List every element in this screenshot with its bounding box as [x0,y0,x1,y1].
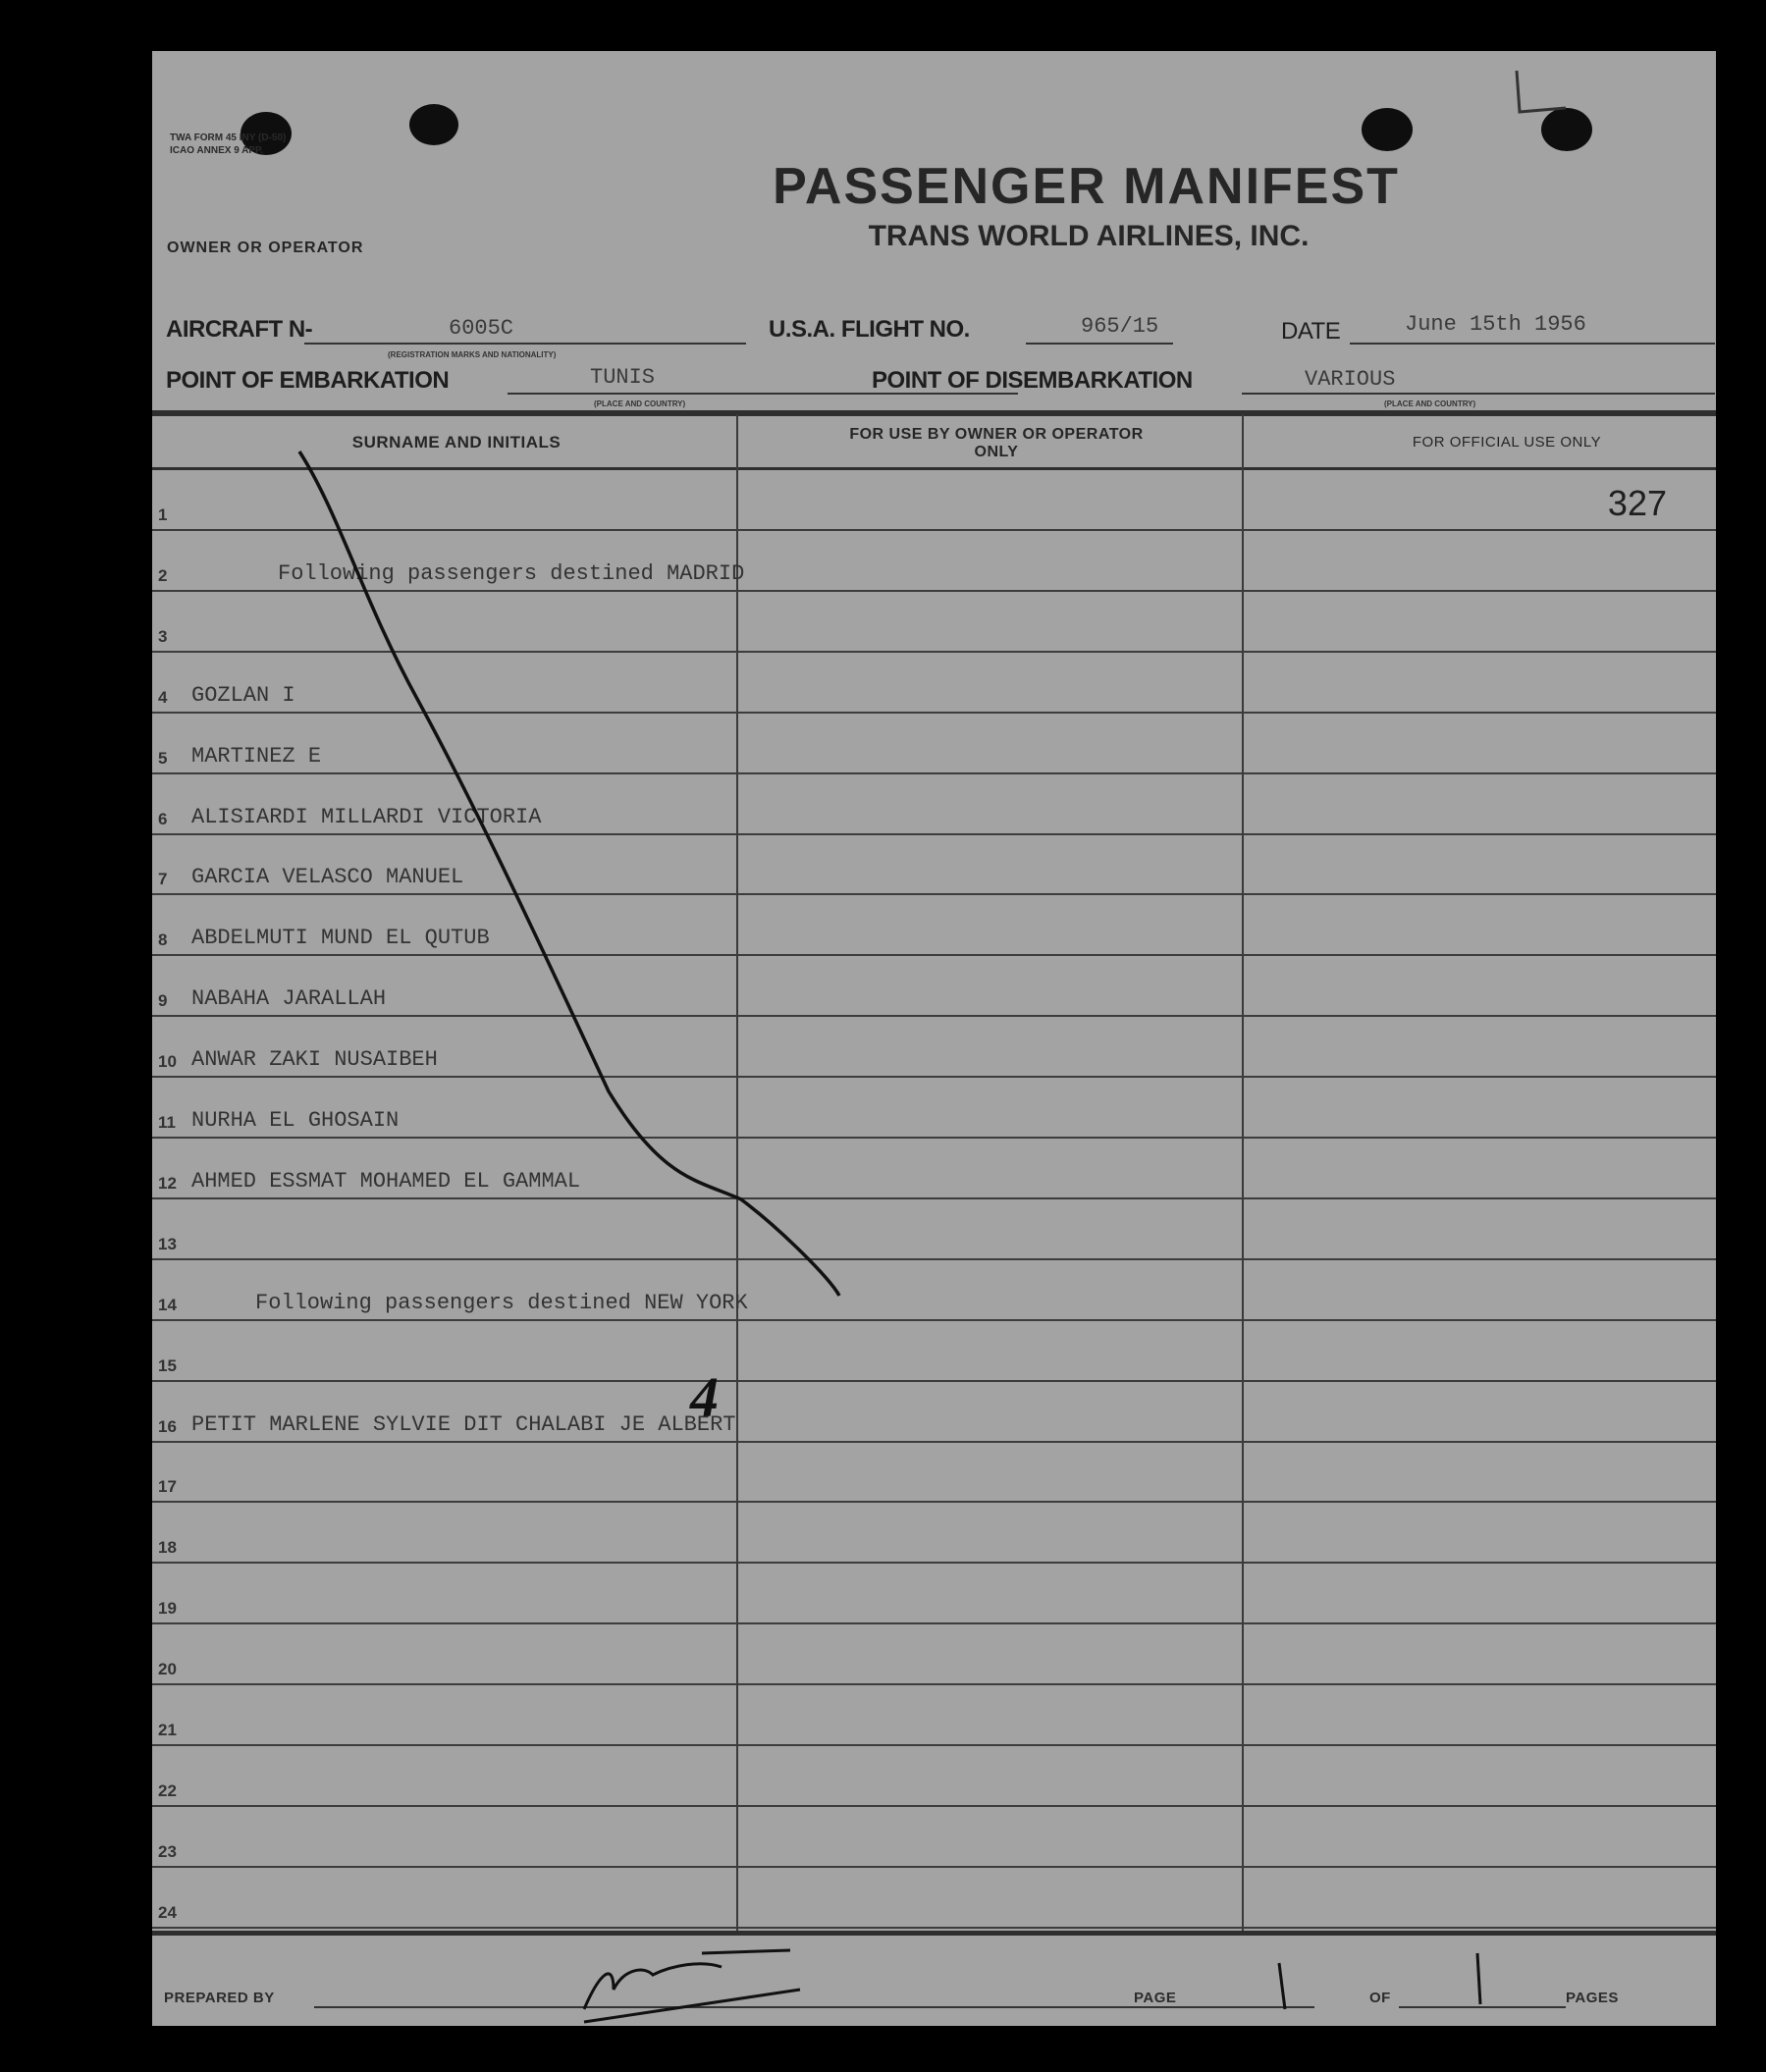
passenger-entry: PETIT MARLENE SYLVIE DIT CHALABI JE ALBERT [191,1411,736,1437]
carrier-name: TRANS WORLD AIRLINES, INC. [868,220,1310,252]
passenger-entry: GOZLAN I [191,682,295,708]
row16-handwritten-mark: 4 [690,1365,719,1429]
page-title: PASSENGER MANIFEST [773,158,1400,215]
page-label: PAGE [1134,1990,1177,2006]
row-number: 2 [158,565,168,585]
passenger-entry: Following passengers destined NEW YORK [255,1290,748,1315]
row-number: 15 [158,1355,177,1375]
row-number: 23 [158,1841,177,1861]
aircraft-value: 6005C [449,316,514,341]
pages-label: PAGES [1566,1990,1619,2006]
row-number: 8 [158,930,168,950]
aircraft-note: (REGISTRATION MARKS AND NATIONALITY) [388,350,557,359]
owner-label: OWNER OR OPERATOR [167,239,364,256]
footer-signature [584,1950,800,2022]
row-number: 7 [158,870,168,889]
row-number: 10 [158,1052,177,1072]
row-number: 6 [158,809,168,828]
passenger-entry: AHMED ESSMAT MOHAMED EL GAMMAL [191,1168,581,1194]
form-code-line-2: ICAO ANNEX 9 APP. [170,145,264,156]
embarkation-note: (PLACE AND COUNTRY) [594,399,686,408]
passenger-entry: ANWAR ZAKI NUSAIBEH [191,1047,438,1073]
row-number: 14 [158,1295,177,1314]
row-number: 20 [158,1660,177,1679]
column-header-surname: SURNAME AND INITIALS [351,433,562,452]
row-number: 17 [158,1477,177,1497]
passenger-entry: MARTINEZ E [191,743,322,769]
row-number: 4 [158,687,168,707]
row-number: 19 [158,1599,177,1619]
disembarkation-note: (PLACE AND COUNTRY) [1384,399,1476,408]
disembarkation-label: POINT OF DISEMBARKATION [872,367,1193,394]
passenger-entry: NABAHA JARALLAH [191,986,387,1012]
row-number: 21 [158,1721,177,1739]
of-number-handwritten [1477,1953,1480,2004]
date-label: DATE [1281,318,1341,345]
row-number: 18 [158,1538,177,1558]
row-number: 3 [158,626,168,646]
form-code-line-1: TWA FORM 45 INY (D-50) [170,133,287,143]
of-label: OF [1369,1990,1391,2006]
handwriting-overlay [152,51,1716,2026]
passenger-entry: GARCIA VELASCO MANUEL [191,865,464,890]
embarkation-value: TUNIS [590,365,656,390]
passenger-entry: ABDELMUTI MUND EL QUTUB [191,926,490,951]
flight-label: U.S.A. FLIGHT NO. [769,316,970,343]
row-number: 12 [158,1173,177,1193]
row-number: 22 [158,1780,177,1800]
aircraft-label: AIRCRAFT N- [166,316,313,343]
manifest-sheet [152,51,1716,2026]
prepared-by-label: PREPARED BY [164,1990,275,2006]
date-value: June 15th 1956 [1405,312,1586,337]
row-number: 5 [158,748,168,768]
row-number: 11 [158,1113,176,1132]
row-number: 13 [158,1234,177,1253]
page-number-handwritten [1279,1963,1285,2009]
diagonal-strike-line [299,452,839,1296]
flight-value: 965/15 [1081,314,1159,339]
row-number: 1 [158,505,168,524]
row-number: 24 [158,1902,177,1922]
passenger-entry: ALISIARDI MILLARDI VICTORIA [191,804,542,829]
row-number: 16 [158,1416,177,1436]
disembarkation-value: VARIOUS [1305,367,1396,392]
corner-mark [1517,71,1566,112]
passenger-entry: Following passengers destined MADRID [278,560,745,586]
row-number: 9 [158,991,168,1011]
column-header-official: FOR OFFICIAL USE ONLY [1412,434,1602,451]
official-number: 327 [1607,483,1667,523]
passenger-entry: NURHA EL GHOSAIN [191,1108,400,1133]
column-header-owner-use: FOR USE BY OWNER OR OPERATOR ONLY [849,426,1144,460]
embarkation-label: POINT OF EMBARKATION [166,367,450,394]
